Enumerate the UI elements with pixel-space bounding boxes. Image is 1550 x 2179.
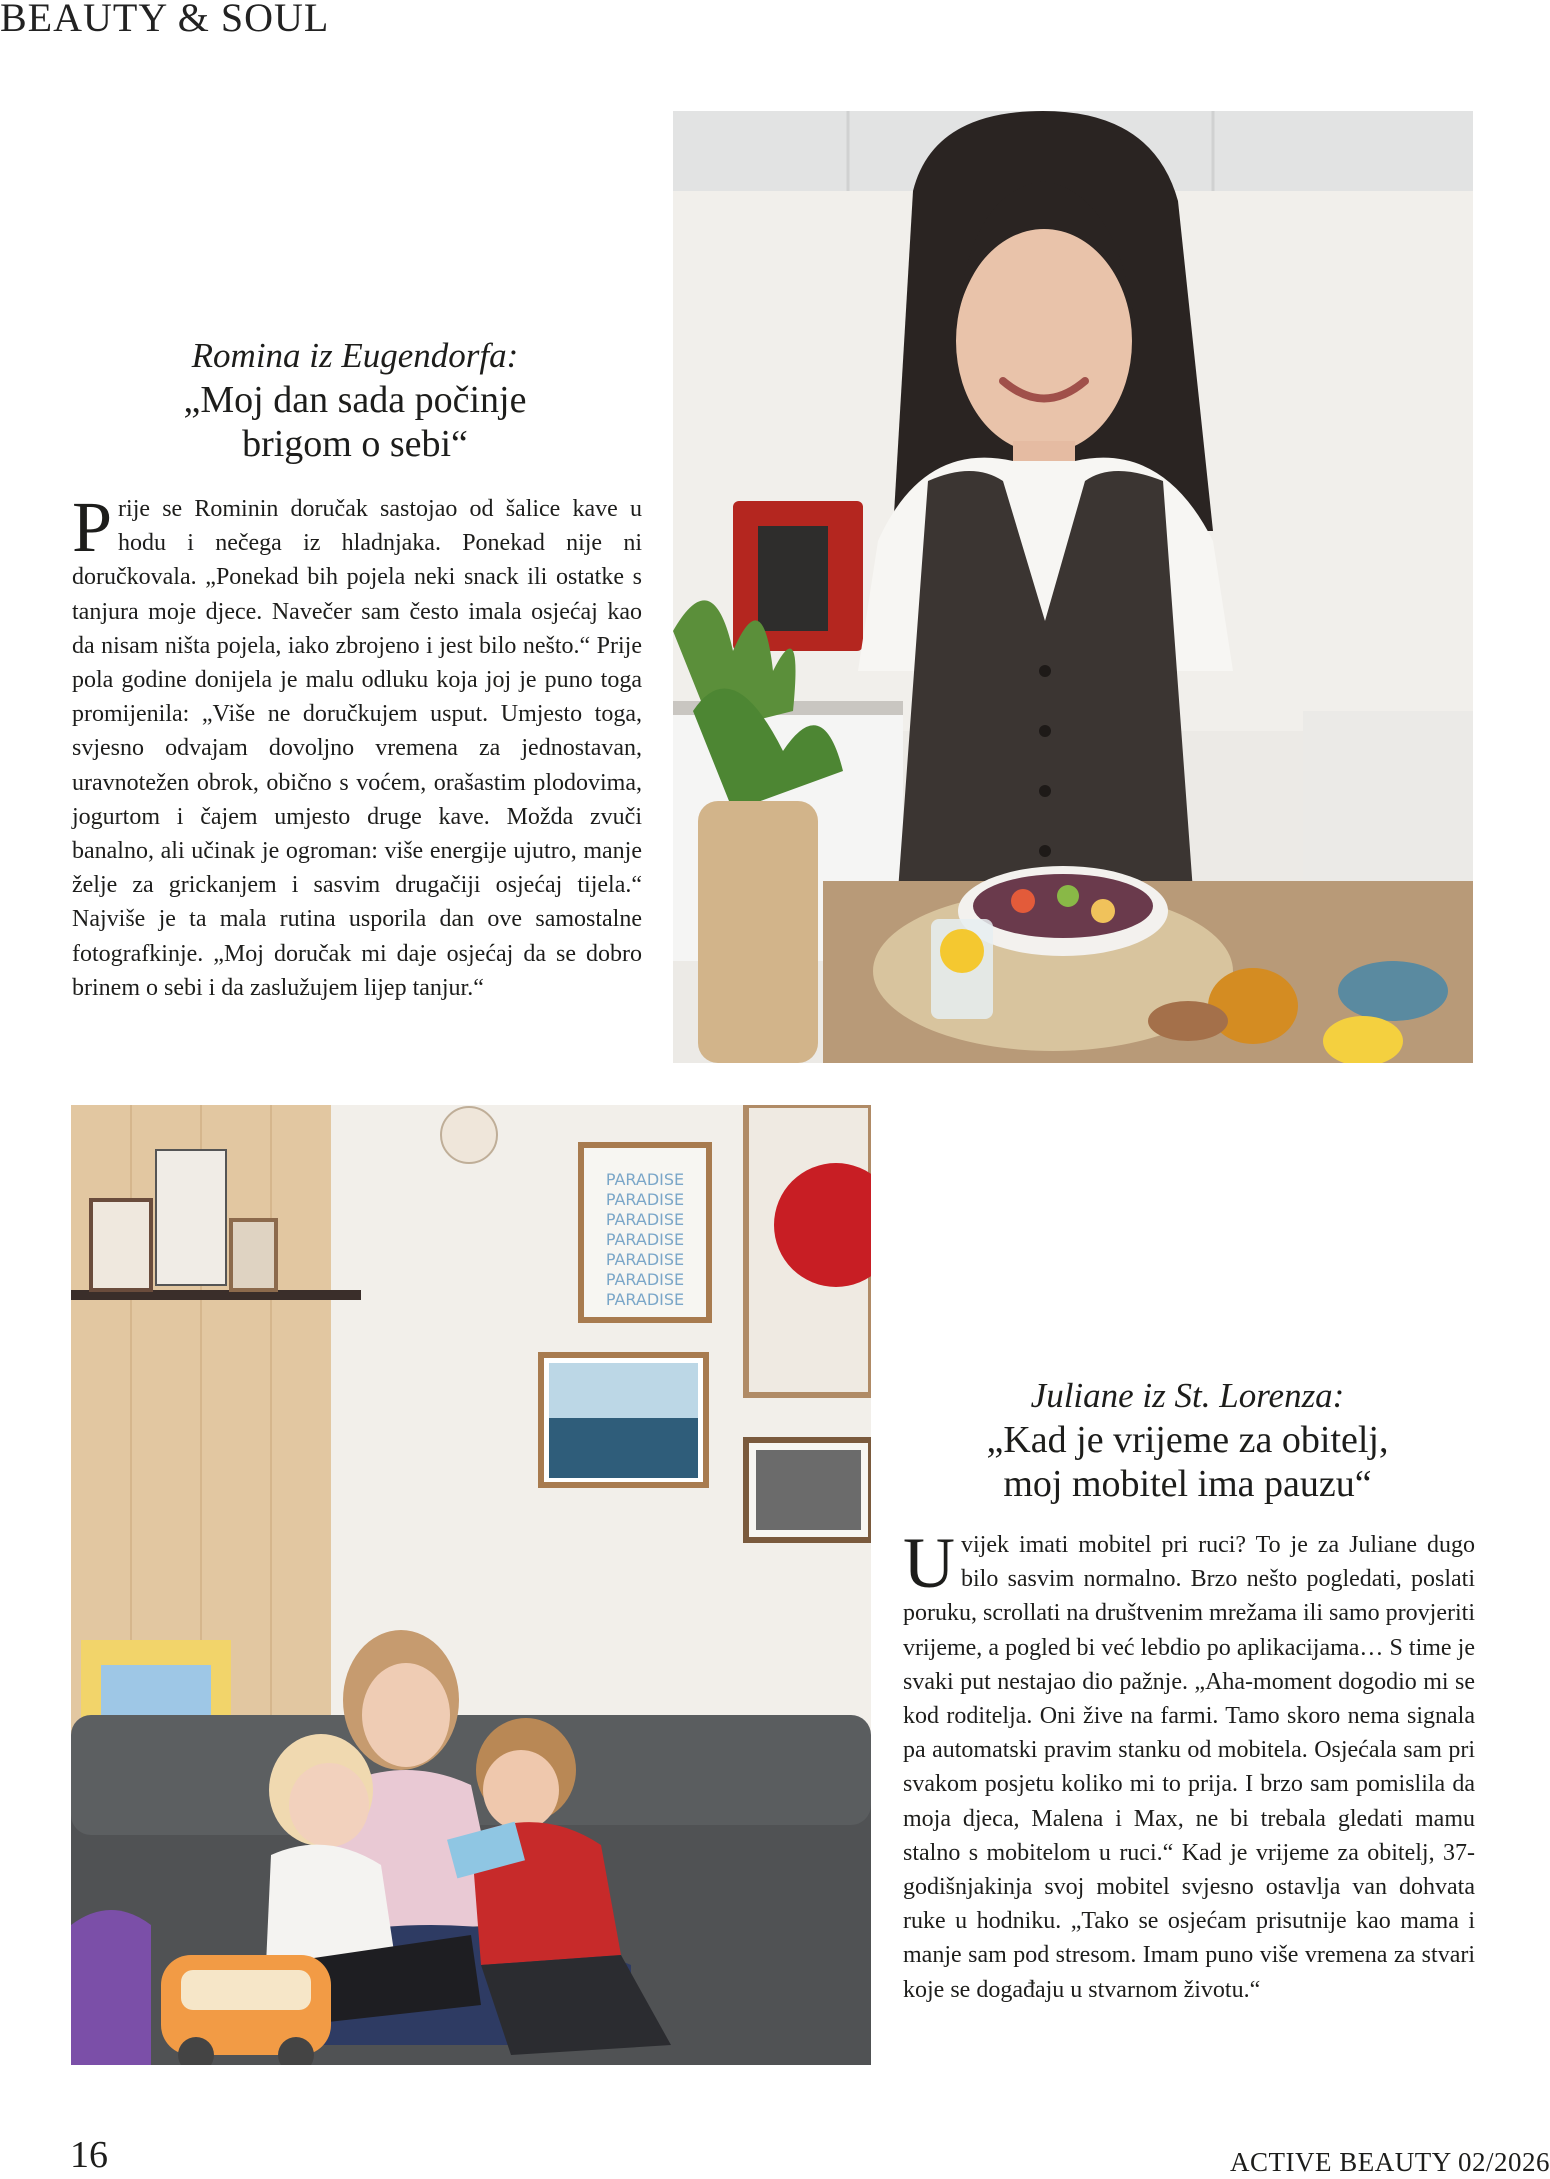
story2-quote-line1: „Kad je vrijeme za obitelj, xyxy=(986,1419,1389,1461)
poster-word: PARADISE xyxy=(605,1210,685,1229)
story2-name: Juliane iz St. Lorenza: xyxy=(1030,1376,1345,1415)
story1-quote-line1: „Moj dan sada počinje xyxy=(183,379,527,421)
magazine-issue: ACTIVE BEAUTY 02/2026 xyxy=(1230,2147,1550,2177)
story2-body xyxy=(903,1523,1475,2007)
poster-word-repeat xyxy=(606,1170,684,1309)
story1-text: rije se Rominin doručak sastojao od šalice kave u hodu i nečega iz hladnjaka. Ponekad nije ni doručkovala. „Ponekad bih pojela neki snack ili ostatke s tanjura moje djece. Navečer sam često imala osjećaj kao da nisam ništa pojela, iako zbrojeno i jest bilo nešto.“ Prije pola godine donijela je malu odluku koja joj je puno toga promijenila: „Više ne doručkujem usput. Umjesto toga, svjesno odvajam dovoljno vremena za jednostavan, uravnotežen obrok, obično s voćem, orašastim plodovima, jogurtom i čajem umjesto druge kave. Možda zvuči banalno, ali učinak je ogroman: više energije ujutro, manje želje za grickanjem i sasvim drugačiji osjećaj tijela.“ Najviše je ta mala rutina usporila dan ove samostalne fotografkinje. „Moj doručak mi daje osjećaj da se dobro brinem o sebi i da zaslužujem lijep tanjur.“ xyxy=(72,496,642,1001)
poster-word: PARADISE xyxy=(605,1170,685,1189)
photo-romina-breakfast xyxy=(673,111,1473,1063)
story2-heading xyxy=(900,1374,1475,1506)
story2-text: vijek imati mobitel pri ruci? To je za Juliane dugo bilo sasvim normalno. Brzo nešto pogledati, poslati poruku, scrollati na društvenim mrežama ili samo provjeriti vrijeme, a pogled bi već lebdio po aplikacijama… S time je svaki put nestajao dio pažnje. „Aha-moment dogodio mi se kod roditelja. Oni žive na farmi. Tamo skoro nema signala pa automatski pravim stanku od mobitela. Osjećala sam pri svakom posjetu koliko mi to prija. I brzo sam pomislila da moja djeca, Malena i Max, ne bi trebala gledati mamu stalno s mobitelom u ruci.“ Kad je vrijeme za obitelj, 37-godišnjakinja svoj mobitel svjesno ostavlja van dohvata ruke u hodniku. „Tako se osjećam prisutnije kao mama i manje sam pod stresom. Imam puno više vremena za stvari koje se događaju u stvarnom životu.“ xyxy=(903,1532,1475,2003)
story1-name: Romina iz Eugendorfa: xyxy=(191,336,519,375)
poster-word: PARADISE xyxy=(605,1230,685,1249)
poster-word: PARADISE xyxy=(605,1290,685,1309)
story1-heading xyxy=(70,334,640,466)
story1-body xyxy=(72,487,642,1005)
poster-word: PARADISE xyxy=(605,1190,685,1209)
photo-juliane-family xyxy=(71,1105,871,2065)
page-number: 16 xyxy=(70,2134,108,2176)
story1-quote-line2: brigom o sebi“ xyxy=(242,423,468,465)
section-header: BEAUTY & SOUL xyxy=(0,0,330,40)
poster-word: PARADISE xyxy=(605,1250,685,1269)
poster-word: PARADISE xyxy=(605,1270,685,1289)
story1-dropcap: P xyxy=(72,487,113,567)
story2-quote-line2: moj mobitel ima pauzu“ xyxy=(1003,1463,1372,1505)
story2-dropcap: U xyxy=(903,1523,955,1603)
